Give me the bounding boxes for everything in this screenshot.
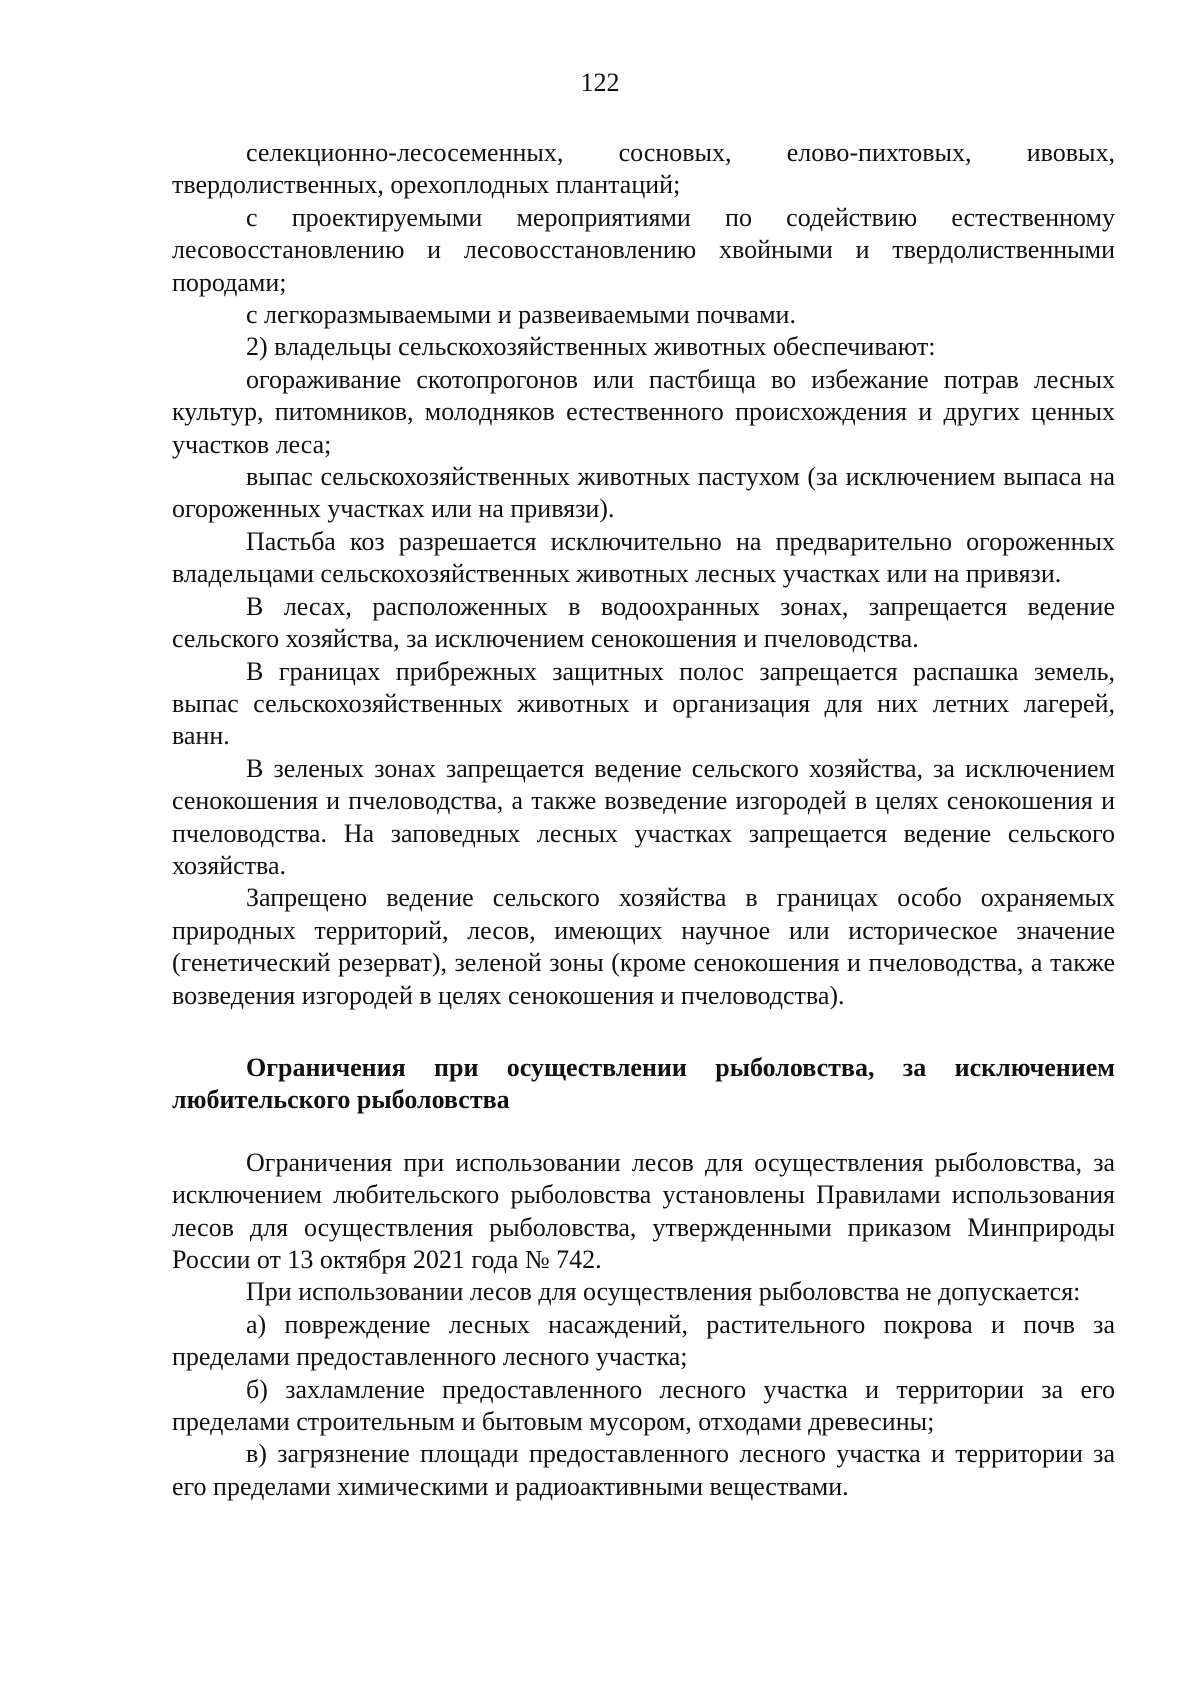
paragraph-plantations: селекционно-лесосеменных, сосновых, елово-пихтовых, ивовых, твердолиственных, орехоплодных плантаций; <box>172 138 1115 200</box>
page-number: 122 <box>580 68 620 97</box>
list-item-b: б) захламление предоставленного лесного участка и территории за его пределами строительным и бытовым мусором, отходами древесины; <box>172 1374 1115 1437</box>
section-heading: Ограничения при осуществлении рыболовства, за исключением любительского рыболовства <box>172 1052 1115 1115</box>
paragraph-not-allowed: При использовании лесов для осуществления рыболовства не допускается: <box>246 1277 1081 1307</box>
section-body <box>172 1147 1115 1503</box>
paragraph-goats: Пастьба коз разрешается исключительно на предварительно огороженных владельцами сельскохозяйственных животных лесных участках или на привязи. <box>172 526 1115 589</box>
paragraph-soils: с легкоразмываемыми и развеиваемыми почвами. <box>246 300 796 330</box>
paragraph-reforestation: с проектируемыми мероприятиями по содействию естественному лесовосстановлению и лесовосстановлению хвойными и твердолиственными породами; <box>172 202 1115 297</box>
paragraph-fishing-rules: Ограничения при использовании лесов для осуществления рыболовства, за исключением любительского рыболовства установлены Правилами использования лесов для осуществления рыболовства, утвержденными приказом Минприроды России от 13 октября 2021 года № 742. <box>172 1147 1115 1274</box>
list-item-a: а) повреждение лесных насаждений, растительного покрова и почв за пределами предоставленного лесного участка; <box>172 1309 1115 1372</box>
paragraph-fencing: огораживание скотопрогонов или пастбища во избежание потрав лесных культур, питомников, молодняков естественного происхождения и других ценных участков леса; <box>172 364 1115 459</box>
paragraph-water-protection: В лесах, расположенных в водоохранных зонах, запрещается ведение сельского хозяйства, за исключением сенокошения и пчеловодства. <box>172 591 1115 654</box>
list-item-c: в) загрязнение площади предоставленного лесного участка и территории за его пределами химическими и радиоактивными веществами. <box>172 1439 1115 1501</box>
paragraph-protected-territories: Запрещено ведение сельского хозяйства в границах особо охраняемых природных территорий, лесов, имеющих научное или историческое значение (генетический резерват), зеленой зоны (кроме сенокошения и пчеловодства, а также возведения изгородей в целях сенокошения и пчеловодства). <box>172 883 1115 1010</box>
paragraph-coastal-strips: В границах прибрежных защитных полос запрещается распашка земель, выпас сельскохозяйственных животных и организация для них летних лагерей, ванн. <box>172 656 1115 751</box>
paragraph-green-zones: В зеленых зонах запрещается ведение сельского хозяйства, за исключением сенокошения и пчеловодства, а также возведение изгородей в целях сенокошения и пчеловодства. На заповедных лесных участках запрещается ведение сельского хозяйства. <box>172 753 1115 880</box>
page-content <box>172 137 1115 1503</box>
paragraph-grazing-shepherd: выпас сельскохозяйственных животных пастухом (за исключением выпаса на огороженных участках или на привязи). <box>172 462 1115 524</box>
paragraph-owners-ensure: 2) владельцы сельскохозяйственных животных обеспечивают: <box>246 332 936 362</box>
